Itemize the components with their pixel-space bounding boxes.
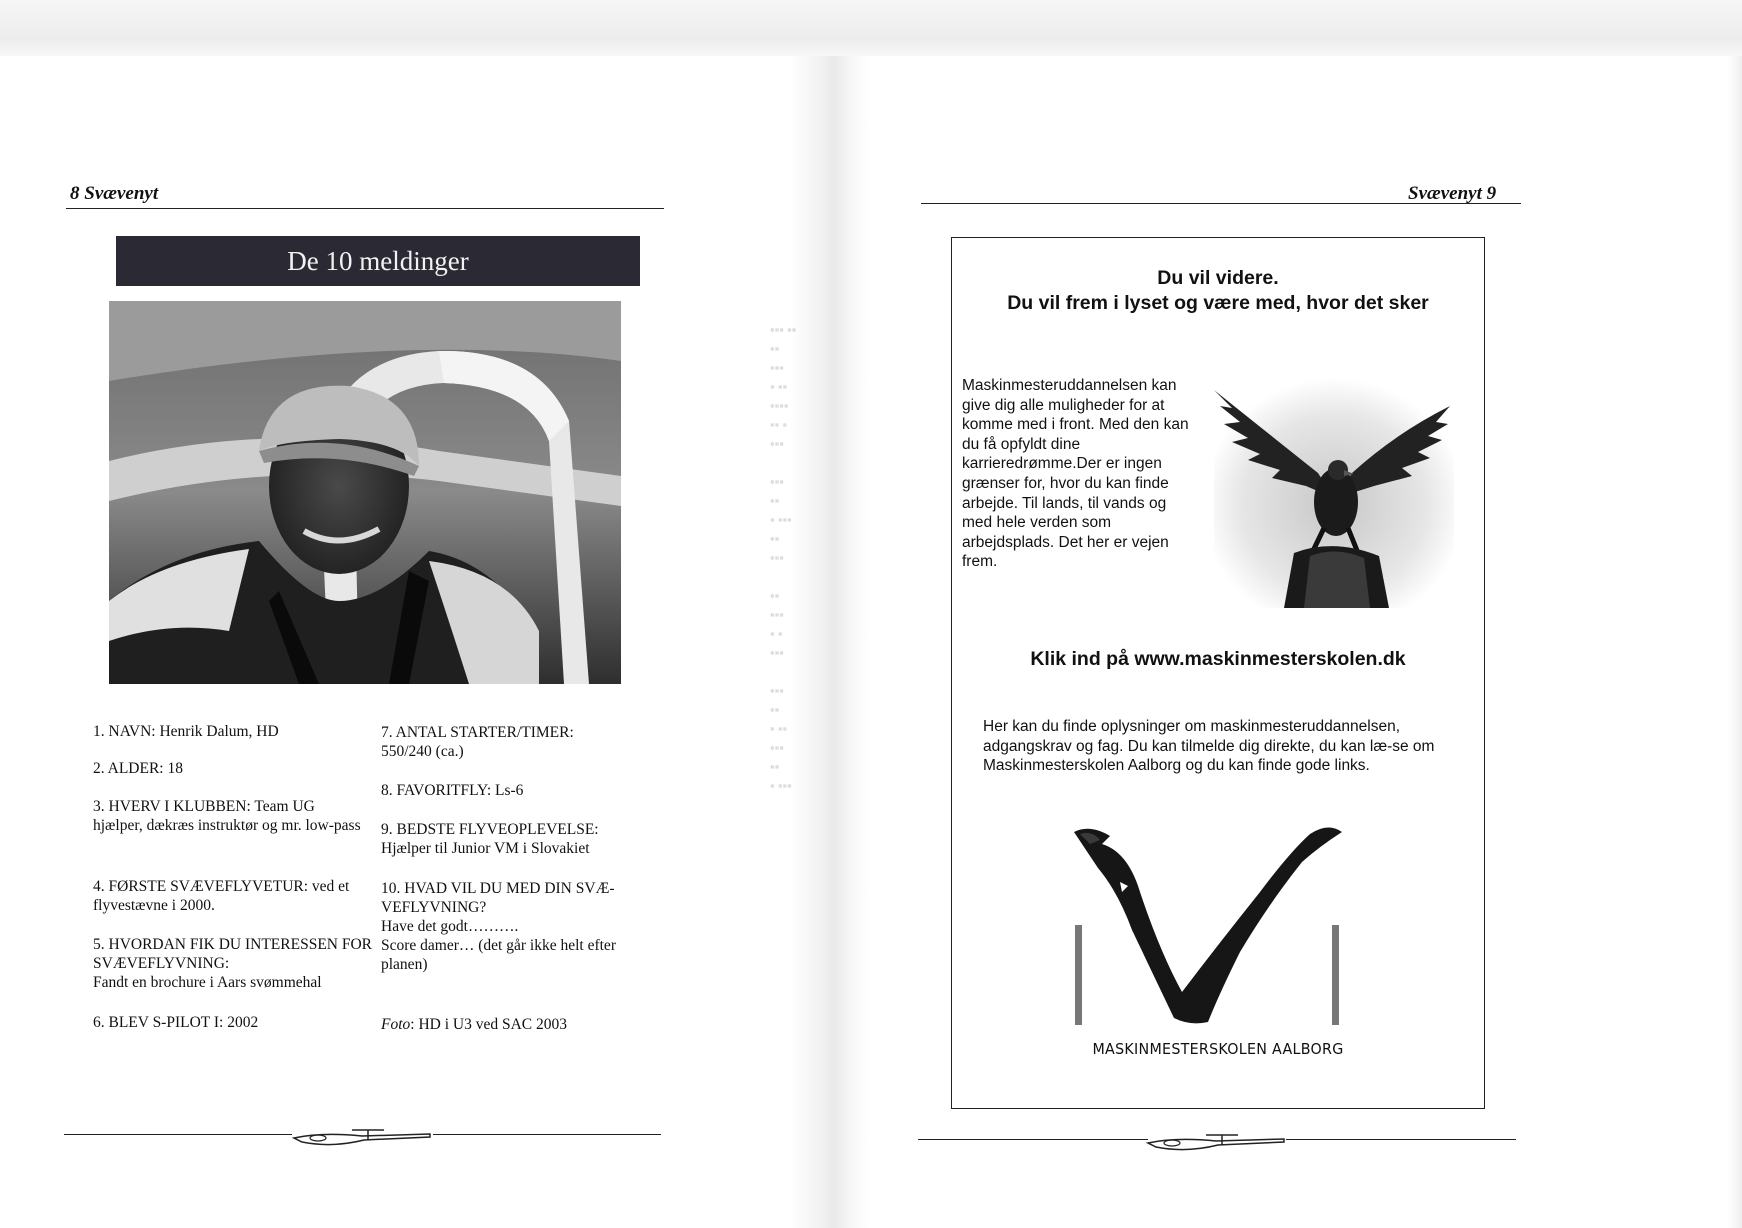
maskinmester-m-logo (1070, 822, 1350, 1027)
right-header-rule (921, 203, 1521, 204)
question-1: 1. NAVN: Henrik Dalum, HD (93, 723, 279, 740)
glider-footer-icon-right (1146, 1131, 1286, 1157)
logo-caption: MASKINMESTERSKOLEN AALBORG (1092, 1040, 1344, 1058)
ad-headline-line-1: Du vil videre. (1157, 267, 1279, 289)
question-10: 10. HVAD VIL DU MED DIN SVÆ-VEFLYVNING? Have det godt………. Score damer… (det går ikke helt efter planen) (381, 880, 616, 973)
scan-right-edge (1728, 56, 1742, 1228)
ad-headline (953, 266, 1483, 316)
left-page-header: 8 Svævenyt (70, 183, 159, 204)
left-footer-rule-b (433, 1134, 661, 1135)
scan-top-band (0, 0, 1742, 56)
question-4: 4. FØRSTE SVÆVEFLYVETUR: ved et flyvestævne i 2000. (93, 878, 350, 914)
right-footer-rule-a (918, 1139, 1148, 1140)
eagle-image (1214, 378, 1454, 608)
ad-headline-line-2: Du vil frem i lyset og være med, hvor det sker (1007, 292, 1429, 314)
ad-info: Her kan du finde oplysninger om maskinmesteruddannelsen, adgangskrav og fag. Du kan tilmelde dig direkte, du kan læ-se om Maskinmesterskolen Aalborg og du kan finde gode links. (983, 718, 1435, 775)
right-page-header: Svævenyt 9 (1408, 183, 1497, 204)
glider-footer-icon (292, 1126, 432, 1152)
question-9: 9. BEDSTE FLYVEOPLEVELSE: Hjælper til Junior VM i Slovakiet (381, 821, 599, 857)
ad-body: Maskinmesteruddannelsen kan give dig alle muligheder for at komme med i front. Med den kan du få opfyldt dine karrieredrømme.Der er ingen grænser for, hvor du kan finde arbejde. Til lands, til vands og med hele verden som arbejdsplads. Det her er vejen frem. (962, 377, 1189, 571)
question-5: 5. HVORDAN FIK DU INTERESSEN FOR SVÆVEFLYVNING: Fandt en brochure i Aars svømmehal (93, 936, 373, 991)
question-2: 2. ALDER: 18 (93, 760, 183, 777)
left-header-rule (66, 208, 664, 209)
bleed-through-text: ▪▪▪ ▪▪ ▪▪ ▪▪▪ ▪ ▪▪ ▪▪▪▪ ▪▪ ▪ ▪▪▪ ▪▪▪ ▪▪ ▪ ▪▪▪ ▪▪ ▪▪▪ ▪▪ ▪▪▪ ▪ ▪ ▪▪▪ ▪▪▪ ▪▪ ▪ ▪▪ ▪▪▪ ▪▪ ▪ ▪▪▪ (770, 322, 797, 793)
pilot-photo (109, 301, 621, 684)
photo-credit-text: : HD i U3 ved SAC 2003 (410, 1016, 568, 1033)
question-3: 3. HVERV I KLUBBEN: Team UG hjælper, dækræs instruktør og mr. low-pass (93, 798, 361, 834)
photo-credit-label: Foto (381, 1016, 411, 1033)
left-footer-rule-a (64, 1134, 292, 1135)
photo-credit (381, 1015, 641, 1034)
ad-cta: Klik ind på www.maskinmesterskolen.dk (1030, 648, 1406, 670)
right-footer-rule-b (1286, 1139, 1516, 1140)
question-8: 8. FAVORITFLY: Ls-6 (381, 782, 524, 799)
question-6: 6. BLEV S-PILOT I: 2002 (93, 1014, 259, 1031)
banner-title: De 10 meldinger (116, 236, 640, 286)
question-7: 7. ANTAL STARTER/TIMER: 550/240 (ca.) (381, 724, 574, 760)
